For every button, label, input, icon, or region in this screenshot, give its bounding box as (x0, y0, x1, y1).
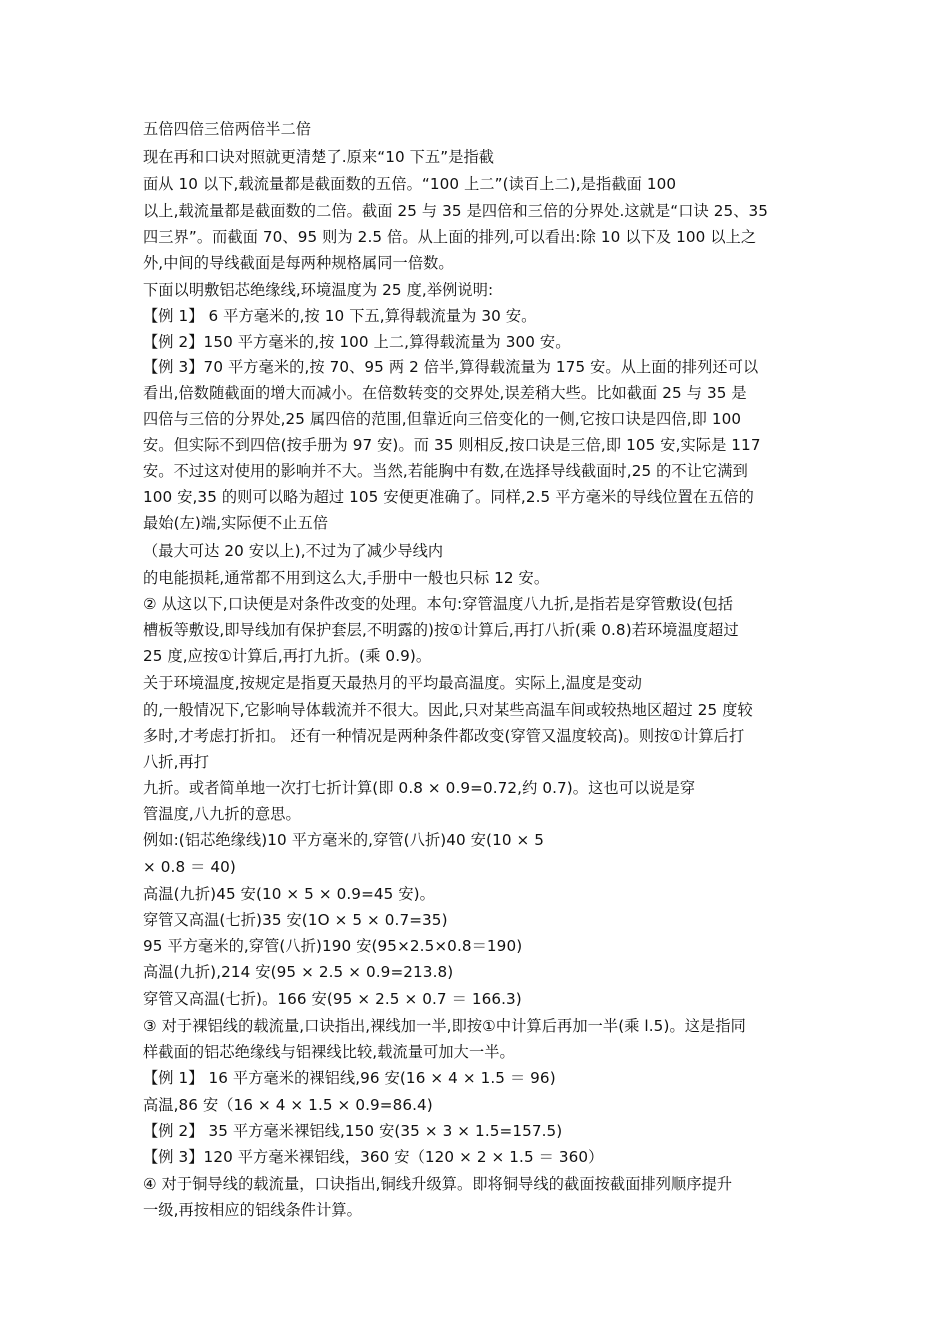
text-line: 例如:(铝芯绝缘线)10 平方毫米的,穿管(八折)40 安(10 × 5 (143, 831, 545, 849)
text-line: ④ 对于铜导线的载流量，口诀指出,铜线升级算。即将铜导线的截面按截面排列顺序提升 (143, 1175, 733, 1193)
text-line: 安。但实际不到四倍(按手册为 97 安)。而 35 则相反,按口诀是三倍,即 105 安,实际是 117 (143, 436, 761, 454)
text-line: 样截面的铝芯绝缘线与铝裸线比较,载流量可加大一半。 (143, 1043, 515, 1061)
text-line: 【例 2】 35 平方毫米裸铝线,150 安(35 × 3 × 1.5=157.5) (143, 1122, 563, 1140)
text-line: 现在再和口诀对照就更清楚了.原来“10 下五”是指截 (143, 148, 495, 166)
text-line: 安。不过这对使用的影响并不大。当然,若能胸中有数,在选择导线截面时,25 的不让它满到 (143, 462, 748, 480)
text-line: 25 度,应按①计算后,再打九折。(乘 0.9)。 (143, 647, 432, 665)
text-line: 多时,才考虑打折扣。 还有一种情况是两种条件都改变(穿管又温度较高)。则按①计算后打 (143, 727, 745, 745)
text-line: 【例 1】 16 平方毫米的裸铝线,96 安(16 × 4 × 1.5 ＝ 96) (143, 1069, 556, 1087)
text-line: 关于环境温度,按规定是指夏天最热月的平均最高温度。实际上,温度是变动 (143, 674, 643, 692)
text-line: 九折。或者简单地一次打七折计算(即 0.8 × 0.9=0.72,约 0.7)。这也可以说是穿 (143, 779, 696, 797)
text-line: × 0.8 ＝ 40) (143, 858, 236, 876)
text-line: 的,一般情况下,它影响导体载流并不很大。因此,只对某些高温车间或较热地区超过 25 度较 (143, 701, 753, 719)
text-line: 五倍四倍三倍两倍半二倍 (143, 120, 312, 138)
text-line: 【例 1】 6 平方毫米的,按 10 下五,算得载流量为 30 安。 (143, 307, 537, 325)
text-line: 四倍与三倍的分界处,25 属四倍的范围,但靠近向三倍变化的一侧,它按口诀是四倍,即 100 (143, 410, 742, 428)
text-line: 槽板等敷设,即导线加有保护套层,不明露的)按①计算后,再打八折(乘 0.8)若环境温度超过 (143, 621, 739, 639)
text-line: 穿管又高温(七折)。166 安(95 × 2.5 × 0.7 ＝ 166.3) (143, 990, 522, 1008)
text-line: 高温,86 安（16 × 4 × 1.5 × 0.9=86.4) (143, 1096, 433, 1114)
text-line: 八折,再打 (143, 753, 210, 771)
text-line: （最大可达 20 安以上),不过为了减少导线内 (143, 542, 444, 560)
text-line: 100 安,35 的则可以略为超过 105 安便更准确了。同样,2.5 平方毫米的导线位置在五倍的 (143, 488, 754, 506)
text-line: ③ 对于裸铝线的载流量,口诀指出,裸线加一半,即按①中计算后再加一半(乘 l.5)。这是指同 (143, 1017, 746, 1035)
text-line: 面从 10 以下,载流量都是截面数的五倍。“100 上二”(读百上二),是指截面 100 (143, 175, 677, 193)
text-line: 【例 3】120 平方毫米裸铝线，360 安（120 × 2 × 1.5 ＝ 360） (143, 1148, 604, 1166)
text-line: 【例 3】70 平方毫米的,按 70、95 两 2 倍半,算得载流量为 175 安。从上面的排列还可以 (143, 358, 759, 376)
text-line: 高温(九折)45 安(10 × 5 × 0.9=45 安)。 (143, 885, 435, 903)
text-line: 以上,载流量都是截面数的二倍。截面 25 与 35 是四倍和三倍的分界处.这就是“口诀 25、35 (143, 202, 769, 220)
text-line: 95 平方毫米的,穿管(八折)190 安(95×2.5×0.8＝190) (143, 937, 523, 955)
text-line: ② 从这以下,口诀便是对条件改变的处理。本句:穿管温度八九折,是指若是穿管敷设(包括 (143, 595, 734, 613)
text-line: 外,中间的导线截面是每两种规格属同一倍数。 (143, 254, 454, 272)
text-line: 的电能损耗,通常都不用到这么大,手册中一般也只标 12 安。 (143, 569, 550, 587)
text-line: 四三界”。而截面 70、95 则为 2.5 倍。从上面的排列,可以看出:除 10 以下及 100 以上之 (143, 228, 757, 246)
text-line: 一级,再按相应的铝线条件计算。 (143, 1201, 362, 1219)
text-line: 最始(左)端,实际便不止五倍 (143, 514, 329, 532)
text-line: 看出,倍数随截面的增大而减小。在倍数转变的交界处,误差稍大些。比如截面 25 与 35 是 (143, 384, 747, 402)
text-line: 穿管又高温(七折)35 安(1O × 5 × 0.7=35) (143, 911, 448, 929)
text-line: 【例 2】150 平方毫米的,按 100 上二,算得载流量为 300 安。 (143, 333, 571, 351)
text-line: 管温度,八九折的意思。 (143, 805, 301, 823)
text-line: 高温(九折),214 安(95 × 2.5 × 0.9=213.8) (143, 963, 454, 981)
text-line: 下面以明敷铝芯绝缘线,环境温度为 25 度,举例说明: (143, 281, 494, 299)
